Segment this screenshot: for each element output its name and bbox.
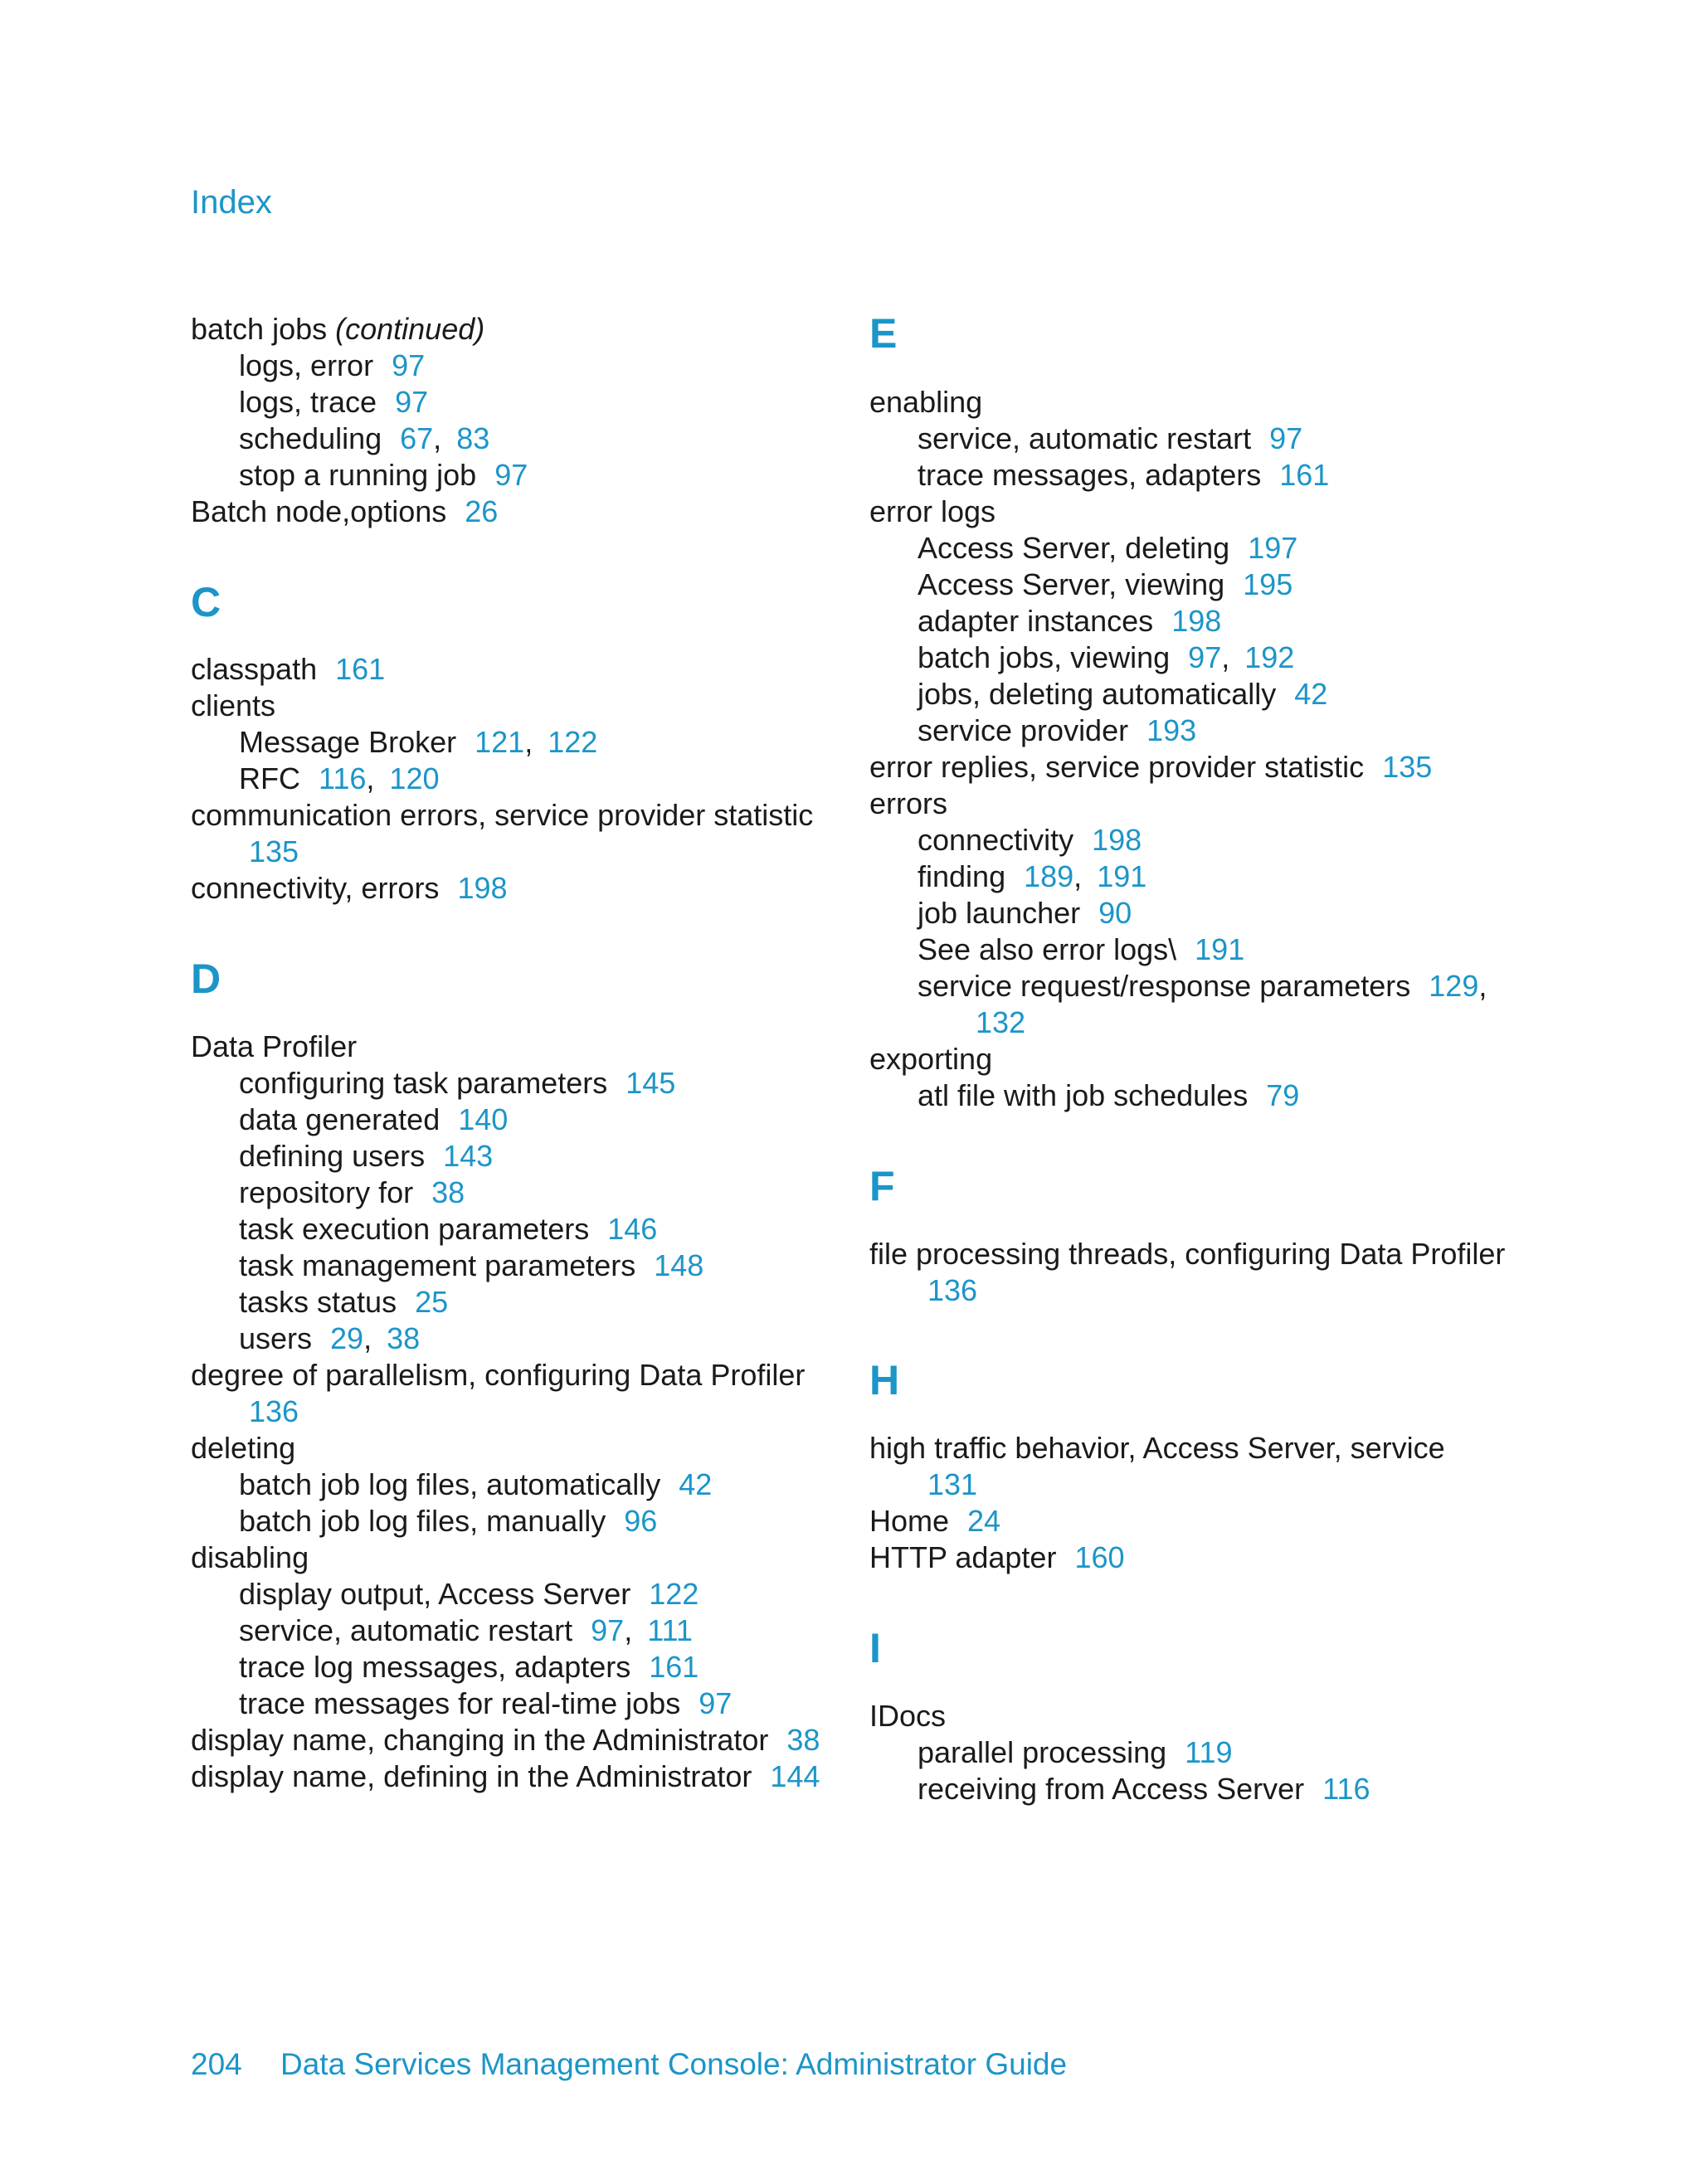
page-link[interactable]: 26 — [465, 494, 499, 528]
page-link[interactable]: 161 — [649, 1650, 699, 1684]
page-link[interactable]: 135 — [1382, 750, 1433, 784]
page-link[interactable]: 97 — [591, 1613, 625, 1647]
section-letter-f: F — [869, 1163, 895, 1209]
entry-term: disabling — [191, 1540, 309, 1574]
entry-term: adapter instances — [918, 604, 1154, 638]
entry-term: batch jobs — [191, 312, 336, 346]
entry-term: Access Server, viewing — [918, 567, 1225, 601]
page-link[interactable]: 122 — [649, 1577, 699, 1611]
index-entry-connectivity-errors — [191, 870, 846, 907]
page-link[interactable]: 90 — [1098, 896, 1132, 930]
entry-term: task management parameters — [239, 1248, 636, 1282]
entry-term: Data Profiler — [191, 1029, 358, 1063]
page-link[interactable]: 191 — [1097, 859, 1147, 893]
page-link[interactable]: 148 — [654, 1248, 704, 1282]
entry-term: errors — [869, 786, 948, 820]
page-link[interactable]: 67 — [400, 421, 434, 455]
entry-term: logs, error — [239, 348, 374, 382]
page-link[interactable]: 161 — [1279, 458, 1330, 492]
index-subentry-scheduling: scheduling 67, 83 — [239, 421, 490, 455]
book-title: Data Services Management Console: Administrator Guide — [280, 2047, 1068, 2081]
page-link[interactable]: 83 — [456, 421, 490, 455]
page-link[interactable]: 136 — [249, 1394, 299, 1428]
entry-term: high traffic behavior, Access Server, service — [869, 1431, 1445, 1465]
page-link[interactable]: 198 — [1092, 823, 1142, 857]
index-entry-clients — [191, 688, 846, 724]
page-link[interactable]: 29 — [330, 1321, 364, 1355]
page-link[interactable]: 97 — [1269, 421, 1303, 455]
page-link[interactable]: 131 — [927, 1467, 978, 1501]
index-subentry-trace-log-messages — [191, 1649, 846, 1685]
page-link[interactable]: 116 — [319, 761, 367, 795]
page-link[interactable]: 97 — [494, 458, 528, 492]
index-subentry-rfc: RFC 116, 120 — [239, 761, 440, 795]
page-link[interactable]: 160 — [1074, 1540, 1125, 1574]
index-subentry-users: users 29, 38 — [239, 1321, 421, 1355]
page-link[interactable]: 189 — [1024, 859, 1074, 893]
entry-term: communication errors, service provider statistic — [191, 798, 814, 832]
page-link[interactable]: 193 — [1146, 713, 1197, 747]
index-subentry-repository-for — [191, 1175, 846, 1211]
index-entry-idocs — [869, 1698, 1533, 1734]
page-link[interactable]: 191 — [1195, 932, 1245, 966]
index-entry-http-adapter — [869, 1540, 1533, 1576]
entry-term: error replies, service provider statistic — [869, 750, 1365, 784]
entry-term: display name, changing in the Administrator — [191, 1723, 769, 1757]
page-link[interactable]: 97 — [1188, 640, 1222, 674]
index-subentry-jobs-deleting-automatically — [869, 676, 1533, 713]
entry-term: file processing threads, configuring Data Profiler — [869, 1237, 1506, 1271]
page-link[interactable]: 119 — [1185, 1735, 1233, 1769]
index-entry-deleting — [191, 1430, 846, 1467]
section-letter-d: D — [191, 956, 222, 1002]
index-subentry-defining-users — [191, 1138, 846, 1175]
index-subentry-job-launcher — [869, 895, 1533, 931]
entry-term: service, automatic restart — [918, 421, 1252, 455]
index-subentry-display-output — [191, 1576, 846, 1612]
index-subentry-logs-error — [191, 348, 846, 384]
entry-term: tasks status — [239, 1285, 397, 1319]
index-subentry-batch-jobs-viewing: batch jobs, viewing 97, 192 — [918, 640, 1295, 674]
index-subentry-automatic-restart: service, automatic restart 97, 111 — [239, 1613, 693, 1647]
index-subentry-service-request-response: service request/response parameters 129, — [918, 969, 1487, 1003]
page-link[interactable]: 146 — [607, 1212, 658, 1246]
index-subentry-stop-running-job — [191, 457, 846, 494]
entry-term: task execution parameters — [239, 1212, 590, 1246]
entry-term: batch job log files, manually — [239, 1504, 606, 1538]
index-subentry-data-generated — [191, 1102, 846, 1138]
entry-term: connectivity, errors — [191, 871, 440, 905]
section-letter-h: H — [869, 1357, 900, 1403]
entry-term: Access Server, deleting — [918, 531, 1230, 565]
entry-term: configuring task parameters — [239, 1066, 608, 1100]
entry-term: trace log messages, adapters — [239, 1650, 631, 1684]
entry-term: IDocs — [869, 1699, 947, 1733]
section-letter-i: I — [869, 1625, 881, 1671]
index-entry-degree-of-parallelism — [191, 1357, 846, 1394]
page-link[interactable]: 111 — [647, 1613, 693, 1647]
index-subentry-access-server-deleting — [869, 530, 1533, 567]
page-link[interactable]: 121 — [475, 725, 525, 759]
page-link[interactable]: 198 — [1171, 604, 1222, 638]
entry-term: degree of parallelism, configuring Data Profiler — [191, 1358, 806, 1392]
entry-term: trace messages for real-time jobs — [239, 1686, 681, 1720]
entry-term: HTTP adapter — [869, 1540, 1057, 1574]
index-entry-display-name-changing — [191, 1722, 846, 1758]
index-subentry-log-files-automatically — [191, 1467, 846, 1503]
index-subentry-service-provider — [869, 713, 1533, 749]
index-subentry-tasks-status — [191, 1284, 846, 1321]
index-entry-file-processing-threads — [869, 1236, 1533, 1272]
entry-term: receiving from Access Server — [918, 1772, 1305, 1806]
entry-term: atl file with job schedules — [918, 1078, 1249, 1112]
index-subentry-atl-file — [869, 1077, 1533, 1114]
page-link[interactable]: 129 — [1429, 969, 1479, 1003]
index-subentry-message-broker: Message Broker 121, 122 — [239, 725, 598, 759]
entry-term: scheduling — [239, 421, 382, 455]
entry-term: clients — [191, 688, 276, 722]
page-link[interactable]: 25 — [415, 1285, 449, 1319]
page-link[interactable]: 38 — [387, 1321, 421, 1355]
entry-term: service provider — [918, 713, 1129, 747]
page-link[interactable]: 79 — [1266, 1078, 1300, 1112]
page-link[interactable]: 192 — [1244, 640, 1295, 674]
page-link[interactable]: 38 — [431, 1175, 465, 1209]
index-entry-disabling — [191, 1540, 846, 1576]
entry-term: service request/response parameters — [918, 969, 1411, 1003]
entry-term: deleting — [191, 1431, 296, 1465]
index-entry-batch-jobs — [191, 311, 846, 348]
continued-label: (continued) — [335, 312, 485, 346]
entry-term: jobs, deleting automatically — [918, 677, 1277, 711]
page-link[interactable]: 135 — [249, 834, 299, 868]
page-link[interactable]: 38 — [786, 1723, 820, 1757]
page-link[interactable]: 97 — [392, 348, 426, 382]
entry-term: stop a running job — [239, 458, 477, 492]
index-subentry-log-files-manually — [191, 1503, 846, 1540]
page-link[interactable]: 144 — [770, 1759, 820, 1793]
index-entry-error-replies — [869, 749, 1533, 786]
section-letter-c: C — [191, 579, 222, 625]
page-footer — [191, 2047, 1067, 2082]
index-subentry-automatic-restart — [869, 421, 1533, 457]
page-link[interactable]: 140 — [458, 1102, 509, 1136]
index-subentry-parallel-processing — [869, 1734, 1533, 1771]
running-head-index: Index — [191, 184, 272, 221]
index-entry-high-traffic-behavior — [869, 1430, 1533, 1467]
index-subentry-configuring-task-parameters — [191, 1065, 846, 1102]
entry-term: trace messages, adapters — [918, 458, 1262, 492]
section-letter-e: E — [869, 310, 898, 357]
entry-term: batch job log files, automatically — [239, 1467, 661, 1501]
page-number: 204 — [191, 2047, 242, 2081]
entry-term: parallel processing — [918, 1735, 1167, 1769]
entry-term: error logs — [869, 494, 996, 528]
entry-term: connectivity — [918, 823, 1074, 857]
page-link[interactable]: 122 — [548, 725, 598, 759]
page-link[interactable]: 97 — [395, 385, 429, 419]
entry-term: batch jobs, viewing — [918, 640, 1171, 674]
index-subentry-trace-messages-real-time — [191, 1685, 846, 1722]
index-subentry-access-server-viewing — [869, 567, 1533, 603]
entry-term: display output, Access Server — [239, 1577, 631, 1611]
index-entry-home — [869, 1503, 1533, 1540]
entry-term: Home — [869, 1504, 950, 1538]
page-link[interactable]: 96 — [624, 1504, 658, 1538]
entry-term: exporting — [869, 1042, 993, 1076]
index-subentry-adapter-instances — [869, 603, 1533, 640]
entry-term: See also error logs\ — [918, 932, 1177, 966]
index-entry-data-profiler — [191, 1029, 846, 1065]
entry-term: display name, defining in the Administrator — [191, 1759, 752, 1793]
entry-term: Message Broker — [239, 725, 457, 759]
page-link[interactable]: 132 — [976, 1005, 1026, 1039]
page-link[interactable]: 161 — [335, 652, 386, 686]
index-subentry-task-execution-parameters — [191, 1211, 846, 1248]
index-entry-batch-node — [191, 494, 846, 530]
index-entry-display-name-defining — [191, 1758, 846, 1795]
page-link[interactable]: 136 — [927, 1273, 978, 1307]
index-subentry-connectivity — [869, 822, 1533, 859]
entry-term: RFC — [239, 761, 300, 795]
page-link[interactable]: 120 — [389, 761, 440, 795]
index-subentry-see-also-error-logs — [869, 931, 1533, 968]
page-link[interactable]: 116 — [1322, 1772, 1370, 1806]
entry-term: Batch node,options — [191, 494, 447, 528]
entry-term: service, automatic restart — [239, 1613, 573, 1647]
page-link[interactable]: 24 — [967, 1504, 1001, 1538]
index-entry-classpath — [191, 651, 846, 688]
index-entry-errors — [869, 786, 1533, 822]
index-entry-enabling — [869, 384, 1533, 421]
page-link[interactable]: 42 — [1294, 677, 1328, 711]
index-entry-communication-errors — [191, 797, 846, 834]
page-link[interactable]: 195 — [1243, 567, 1293, 601]
entry-term: classpath — [191, 652, 318, 686]
index-entry-exporting — [869, 1041, 1533, 1077]
page-link[interactable]: 97 — [699, 1686, 733, 1720]
entry-term: job launcher — [918, 896, 1081, 930]
index-subentry-trace-messages-adapters — [869, 457, 1533, 494]
index-subentry-receiving-from-access-server — [869, 1771, 1533, 1807]
entry-term: finding — [918, 859, 1006, 893]
index-subentry-logs-trace — [191, 384, 846, 421]
entry-term: logs, trace — [239, 385, 377, 419]
index-subentry-task-management-parameters — [191, 1248, 846, 1284]
page-link[interactable]: 198 — [457, 871, 508, 905]
index-entry-error-logs — [869, 494, 1533, 530]
page-link[interactable]: 143 — [443, 1139, 494, 1173]
entry-term: users — [239, 1321, 313, 1355]
entry-term: enabling — [869, 385, 983, 419]
page-link[interactable]: 42 — [679, 1467, 713, 1501]
entry-term: defining users — [239, 1139, 426, 1173]
page-link[interactable]: 197 — [1248, 531, 1298, 565]
page-link[interactable]: 145 — [626, 1066, 676, 1100]
entry-term: data generated — [239, 1102, 441, 1136]
entry-term: repository for — [239, 1175, 414, 1209]
index-subentry-finding: finding 189, 191 — [918, 859, 1147, 893]
